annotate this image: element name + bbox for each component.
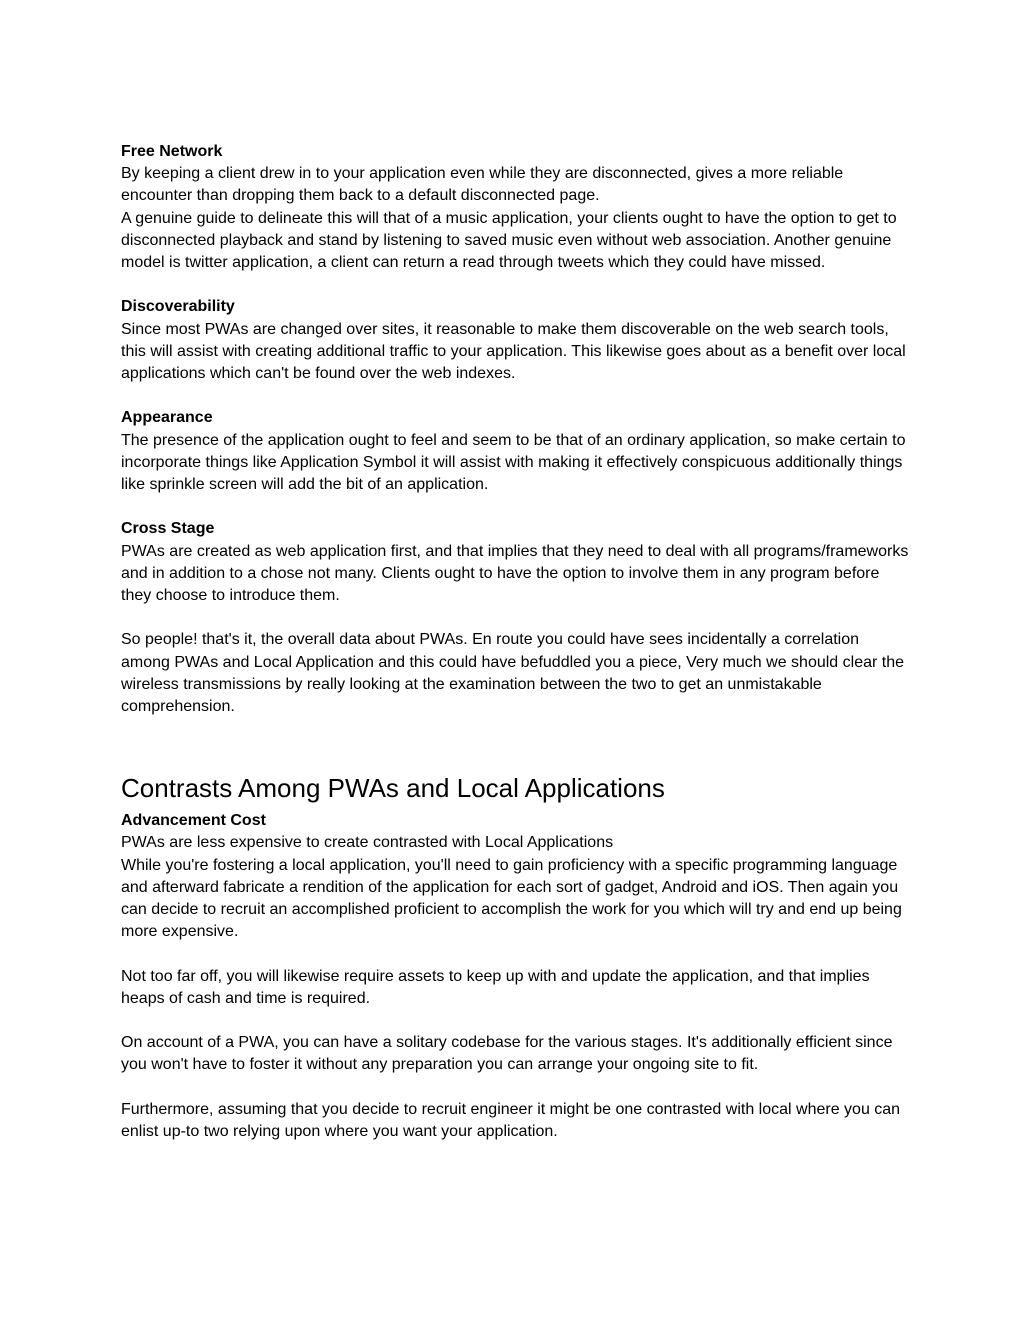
paragraph: While you're fostering a local application, you'll need to gain proficiency with a specific programming language and afterward fabricate a rendition of the application for each sort of gadget, Android and iOS. Then again you can decide to recruit an accomplished proficient to accomplish the work for you which will try and end up being more expensive.: [121, 856, 902, 941]
document-body: [121, 141, 911, 1143]
paragraph: By keeping a client drew in to your application even while they are disconnected, gives a more reliable encounter than dropping them back to a default disconnected page.: [121, 165, 844, 205]
paragraph: A genuine guide to delineate this will that of a music application, your clients ought to have the option to get to disconnected playback and stand by listening to saved music even without web association. Another genuine model is twitter application, a client can return a read through tweets which they could have missed.: [121, 209, 897, 272]
section-heading-discoverability: Discoverability: [121, 298, 235, 316]
spacer: [121, 1010, 911, 1032]
subheading-advancement-cost: Advancement Cost: [121, 812, 266, 830]
paragraph: Since most PWAs are changed over sites, it reasonable to make them discoverable on the web search tools, this will assist with creating additional traffic to your application. This likewise goes about as a benefit over local applications which can't be found over the web indexes.: [121, 320, 906, 383]
paragraph: The presence of the application ought to feel and seem to be that of an ordinary application, so make certain to incorporate things like Application Symbol it will assist with making it effectively conspicuous additionally things like sprinkle screen will add the bit of an application.: [121, 431, 906, 494]
section-heading-free-network: Free Network: [121, 143, 223, 160]
section-heading-appearance: Appearance: [121, 409, 213, 427]
spacer: [121, 496, 911, 518]
spacer: [121, 274, 911, 296]
paragraph: Not too far off, you will likewise require assets to keep up with and update the application, and that implies heaps of cash and time is required.: [121, 967, 870, 1007]
paragraph: Furthermore, assuming that you decide to recruit engineer it might be one contrasted with local where you can enlist up-to two relying upon where you want your application.: [121, 1100, 901, 1141]
paragraph: PWAs are less expensive to create contrasted with Local Applications: [121, 834, 614, 852]
spacer: [121, 718, 911, 771]
section-heading-cross-stage: Cross Stage: [121, 520, 215, 538]
paragraph: On account of a PWA, you can have a solitary codebase for the various stages. It's additionally efficient since you won't have to foster it without any preparation you can arrange your ongoing site to fit.: [121, 1034, 893, 1074]
paragraph: PWAs are created as web application first, and that implies that they need to deal with all programs/frameworks and in addition to a chose not many. Clients ought to have the option to involve them in any program before they choose to introduce them.: [121, 542, 909, 605]
contrasts-title: Contrasts Among PWAs and Local Applications: [121, 773, 665, 804]
conclusion-paragraph: So people! that's it, the overall data about PWAs. En route you could have sees incidentally a correlation among PWAs and Local Application and this could have befuddled you a piece, Very much we should clear the wireless transmissions by really looking at the examination between the two to get an unmistakable comprehension.: [121, 631, 905, 716]
spacer: [121, 1077, 911, 1099]
spacer: [121, 607, 911, 629]
spacer: [121, 943, 911, 965]
spacer: [121, 385, 911, 407]
